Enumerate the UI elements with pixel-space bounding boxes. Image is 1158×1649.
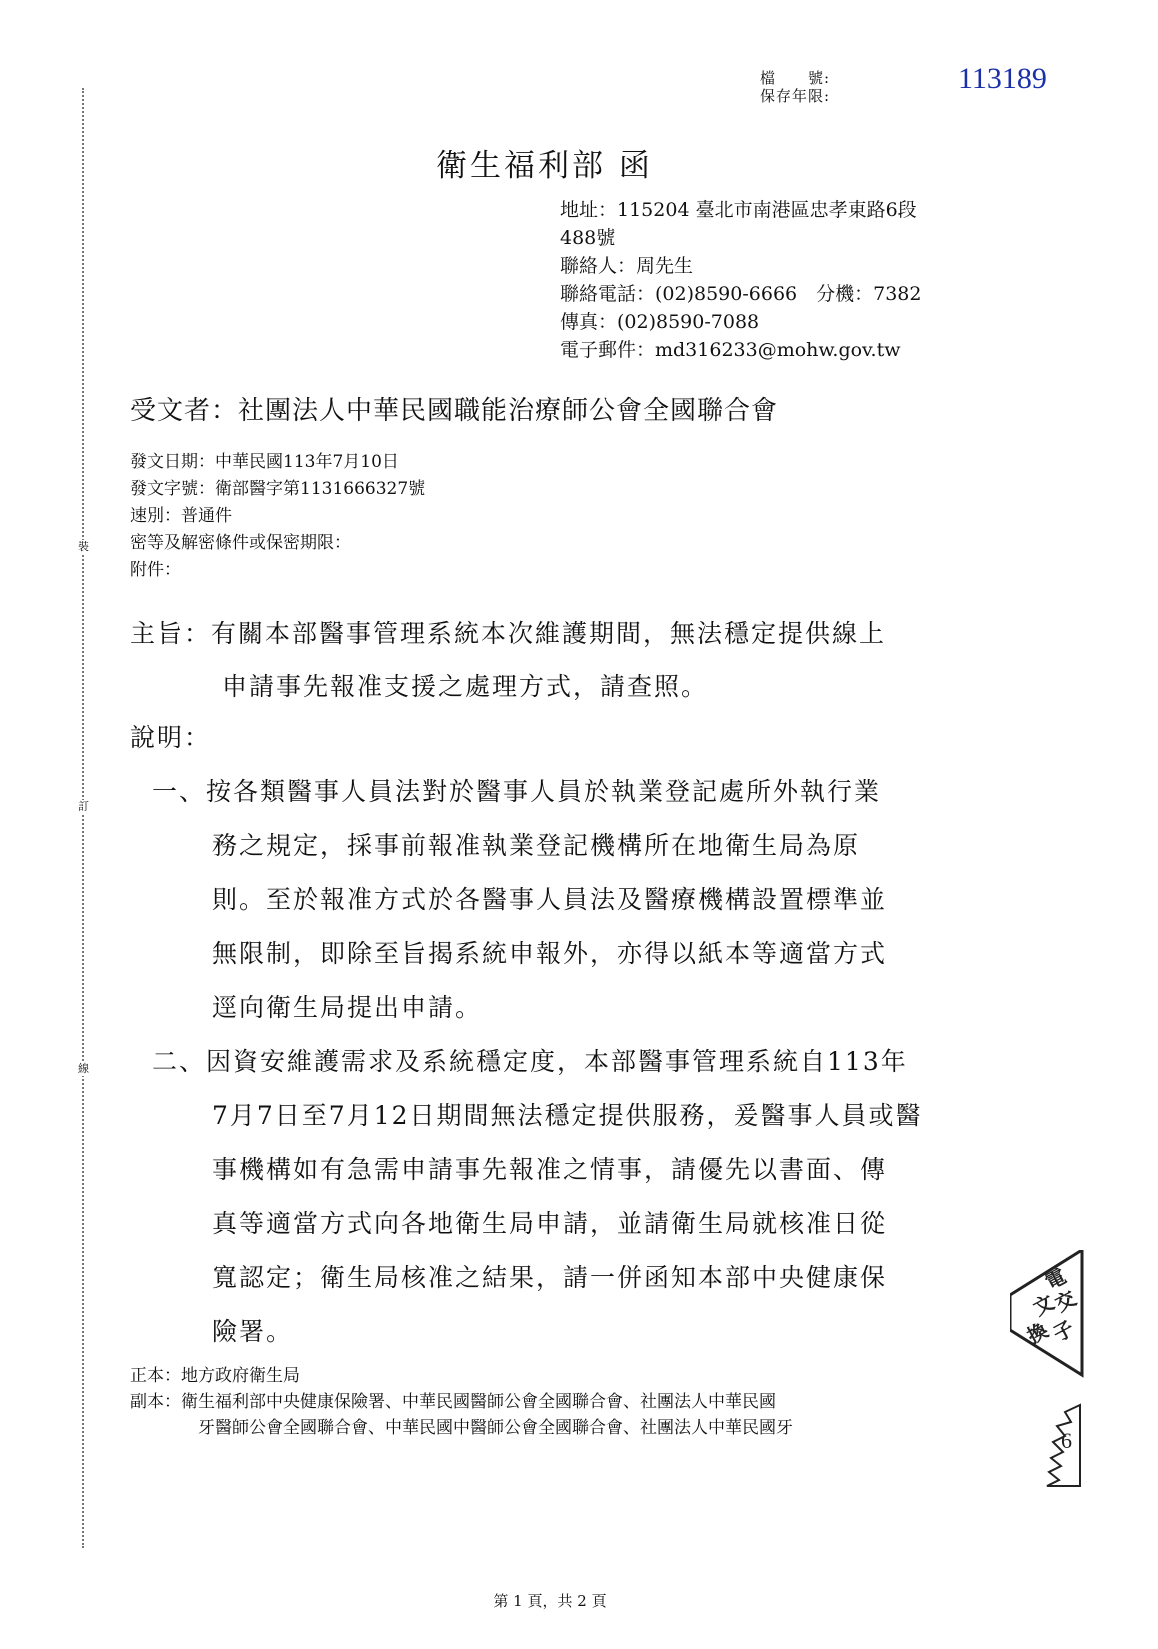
binding-mark-zhuang: 裝 — [78, 540, 89, 553]
item2-line1: 二、因資安維護需求及系統穩定度，本部醫事管理系統自113年 — [152, 1047, 908, 1076]
exchange-seal-stamp — [1010, 1250, 1090, 1380]
binding-dotted-line — [82, 88, 84, 1548]
file-number-label: 檔 號: — [760, 69, 831, 87]
sender-contact: 聯絡人：周先生 — [560, 255, 694, 277]
svg-text:文: 文 — [1029, 1289, 1059, 1321]
item2-line2: 7月7日至7月12日期間無法穩定提供服務，爰醫事人員或醫 — [212, 1101, 923, 1130]
delivery-speed: 速別：普通件 — [130, 506, 232, 526]
sender-fax: 傳真：(02)8590-7088 — [560, 311, 760, 333]
original-recipients: 正本：地方政府衛生局 — [130, 1366, 300, 1386]
page-mark-stamp — [1025, 1400, 1085, 1490]
sender-address-line1: 地址：115204 臺北市南港區忠孝東路6段 — [560, 199, 917, 221]
item1-line2: 務之規定，採事前報准執業登記機構所在地衛生局為原 — [212, 831, 861, 860]
sender-phone: 聯絡電話：(02)8590-6666 分機：7382 — [560, 283, 922, 305]
sender-address-line2: 488號 — [560, 227, 616, 249]
archive-number: 113189 — [958, 62, 1047, 95]
svg-text:交: 交 — [1051, 1285, 1081, 1317]
binding-mark-ding: 訂 — [78, 800, 89, 813]
page-number: 第 1 頁，共 2 頁 — [493, 1592, 607, 1610]
explanation-label: 說明： — [130, 723, 212, 752]
sender-email: 電子郵件：md316233@mohw.gov.tw — [560, 339, 901, 361]
retention-label: 保存年限: — [760, 87, 831, 105]
issue-date: 發文日期：中華民國113年7月10日 — [130, 452, 399, 472]
item1-line3: 則。至於報准方式於各醫事人員法及醫療機構設置標準並 — [212, 885, 888, 914]
item2-line4: 真等適當方式向各地衛生局申請，並請衛生局就核准日從 — [212, 1209, 888, 1238]
svg-text:子: 子 — [1049, 1315, 1079, 1347]
binding-mark-xian: 線 — [78, 1062, 89, 1075]
copy-recipients-line2: 牙醫師公會全國聯合會、中華民國中醫師公會全國聯合會、社團法人中華民國牙 — [198, 1418, 793, 1438]
subject-line2: 申請事先報准支援之處理方式，請查照。 — [222, 672, 709, 701]
item2-line6: 險署。 — [212, 1317, 294, 1346]
confidentiality: 密等及解密條件或保密期限： — [130, 533, 351, 553]
seal-graphic — [1010, 1250, 1090, 1380]
document-title: 衛生福利部 函 — [436, 148, 653, 184]
item2-line3: 事機構如有急需申請事先報准之情事，請優先以書面、傳 — [212, 1155, 888, 1184]
attachment: 附件： — [130, 560, 181, 580]
copy-recipients-line1: 副本：衛生福利部中央健康保險署、中華民國醫師公會全國聯合會、社團法人中華民國 — [130, 1392, 776, 1412]
item1-line5: 逕向衛生局提出申請。 — [212, 993, 483, 1022]
item2-line5: 寬認定；衛生局核准之結果，請一併函知本部中央健康保 — [212, 1263, 888, 1292]
item1-line1: 一、按各類醫事人員法對於醫事人員於執業登記處所外執行業 — [152, 777, 882, 806]
svg-text:電: 電 — [1041, 1263, 1071, 1295]
item1-line4: 無限制，即除至旨揭系統申報外，亦得以紙本等適當方式 — [212, 939, 888, 968]
document-number: 發文字號：衛部醫字第1131666327號 — [130, 479, 426, 499]
page-mark-graphic — [1025, 1400, 1085, 1490]
subject-line1: 主旨：有關本部醫事管理系統本次維護期間，無法穩定提供線上 — [130, 619, 887, 648]
svg-text:換: 換 — [1023, 1317, 1053, 1349]
page-mark-number: 6 — [1061, 1428, 1072, 1453]
recipient: 受文者：社團法人中華民國職能治療師公會全國聯合會 — [130, 396, 779, 426]
